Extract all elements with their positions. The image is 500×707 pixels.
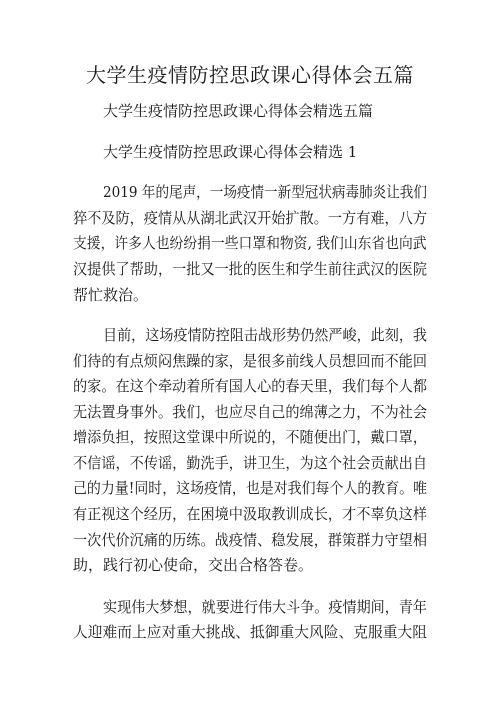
paragraph-line: 无法置身事外。我们，也应尽自己的绵薄之力，不为社会: [73, 403, 428, 421]
paragraph-line: 有正视这个经历，在困境中汲取教训成长，才不辜负这样: [73, 505, 428, 523]
paragraph-line: 人迎难而上应对重大挑战、抵御重大风险、克服重大阻: [73, 623, 428, 641]
document-title: 大学生疫情防控思政课心得体会五篇: [86, 63, 414, 87]
paragraph-line: 目前，这场疫情防控阻击战形势仍然严峻，此刻，我: [103, 326, 428, 344]
paragraph-line: 汉提供了帮助，一批又一批的医生和学生前往武汉的医院: [73, 260, 428, 278]
paragraph-line: 一次代价沉痛的历练。战疫情、稳发展，群策群力守望相: [73, 531, 428, 549]
paragraph-line: 们待的有点烦闷焦躁的家，是很多前线人员想回而不能回: [73, 352, 428, 370]
paragraph-line: 猝不及防，疫情从从湖北武汉开始扩散。一方有难，八方: [73, 209, 428, 227]
paragraph-line: 不信谣，不传谣，勤洗手，讲卫生，为这个社会贡献出自: [73, 454, 428, 472]
paragraph-line: 己的力量!同时，这场疫情，也是对我们每个人的教育。唯: [73, 479, 428, 497]
paragraph-line: 助，践行初心使命，交出合格答卷。: [73, 556, 314, 574]
paragraph-line: 的家。在这个牵动着所有国人心的春天里，我们每个人都: [73, 377, 428, 395]
paragraph-line: 实现伟大梦想，就要进行伟大斗争。疫情期间，青年: [103, 598, 428, 616]
section-heading: 大学生疫情防控思政课心得体会精选 1: [103, 143, 358, 161]
paragraph-line: 帮忙救治。: [73, 286, 149, 304]
paragraph-line: 增添负担，按照这堂课中所说的，不随便出门，戴口罩，: [73, 428, 428, 446]
paragraph-line: 2019 年的尾声，一场疫情一新型冠状病毒肺炎让我们: [103, 183, 427, 201]
document-subtitle: 大学生疫情防控思政课心得体会精选五篇: [103, 102, 374, 120]
paragraph-line: 支援，许多人也纷纷捐一些口罩和物资, 我们山东省也向武: [73, 234, 427, 252]
